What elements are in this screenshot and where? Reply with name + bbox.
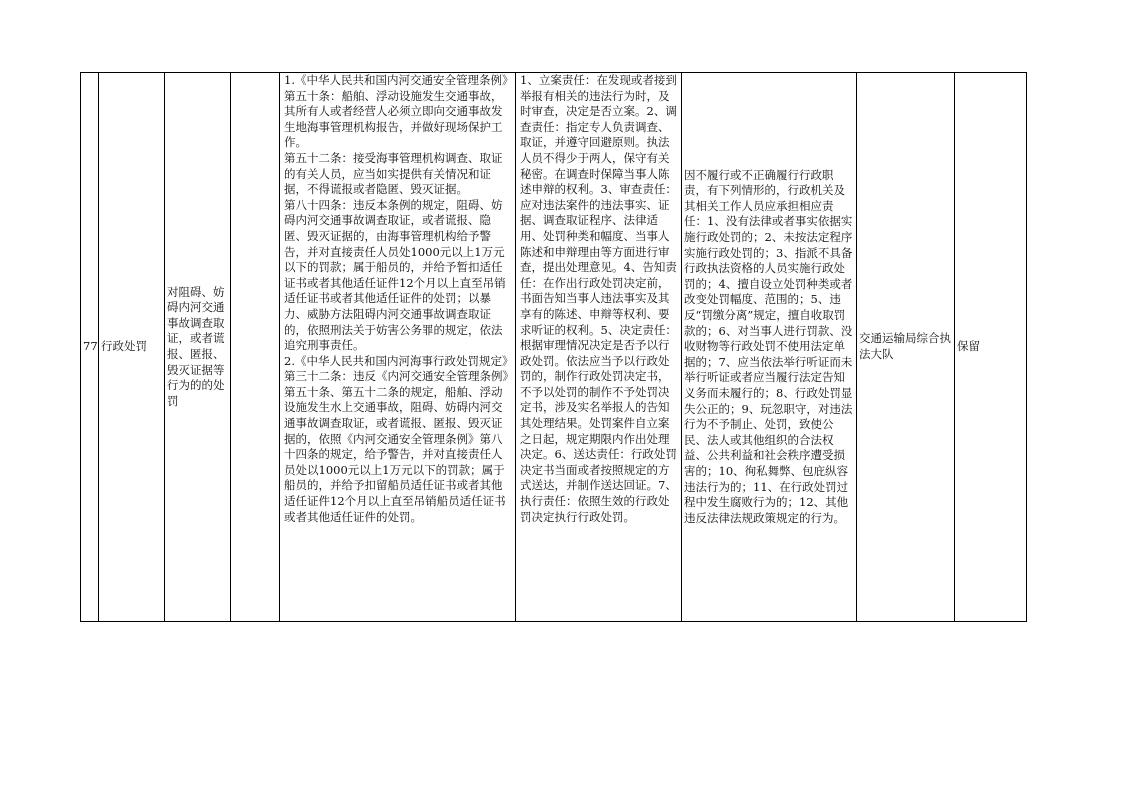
remark-cell: 保留 [955,73,1027,622]
basis-line: 第八十四条：违反本条例的规定，阻碍、妨碍内河交通事故调查取证，或者谎报、隐匿、毁灭证据的，由海事管理机构给予警告，并对直接责任人员处1000元以上1万元以下的罚款；属于船员的，并给予暂扣适任证书或者其他适任证件12个月以上直至吊销适任证书或者其他适任证件的处罚；以暴力、威胁方法阻碍内河交通事故调查取证的，依照刑法关于妨害公务罪的规定，依法追究刑事责任。 [284,197,506,353]
power-item-name: 对阻碍、妨碍内河交通事故调查取证，或者谎报、匿报、毁灭证据等行为的的处罚 [165,73,231,622]
legal-basis-text [282,73,513,621]
power-list-table [80,72,1027,622]
basis-line: 1.《中华人民共和国内河交通安全管理条例》 [284,73,513,87]
accountability-cell: 因不履行或不正确履行行政职责，有下列情形的，行政机关及其相关工作人员应承担相应责任：1、没有法律或者事实依据实施行政处罚的；2、未按法定程序实施行政处罚的；3、指派不具备行政执法资格的人员实施行政处罚的；4、擅自设立处罚种类或者改变处罚幅度、范围的；5、违反“罚缴分离”规定，擅自收取罚款的；6、对当事人进行罚款、没收财物等行政处罚不使用法定单据的；7、应当依法举行听证而未举行听证或者应当履行法定告知义务而未履行的；8、行政处罚显失公正的；9、玩忽职守，对违法行为不予制止、处罚，致使公民、法人或其他组织的合法权益、公共利益和社会秩序遭受损害的；10、徇私舞弊、包庇纵容违法行为的；11、在行政处罚过程中发生腐败行为的；12、其他违反法律法规政策规定的行为。 [682,73,857,622]
basis-line: 第三十二条：违反《内河交通安全管理条例》第五十条、第五十二条的规定，船舶、浮动设施发生水上交通事故，阻碍、妨碍内河交通事故调查取证，或者谎报、匿报、毁灭证据的，依照《内河交通安全管理条例》第八十四条的规定，给予警告，并对直接责任人员处以1000元以上1万元以下的罚款；属于船员的，并给予扣留船员适任证书或者其他适任证件12个月以上直至吊销船员适任证书或者其他适任证件的处罚。 [284,369,509,524]
duty-cell [516,73,682,622]
basis-line: 2.《中华人民共和国内河海事行政处罚规定》 [284,353,513,368]
basis-line: 第五十二条：接受海事管理机构调查、取证的有关人员，应当如实提供有关情况和证据，不得谎报或者隐匿、毁灭证据。 [284,150,503,197]
table-row [81,73,1027,622]
department-cell: 交通运输局综合执法大队 [857,73,955,622]
row-number: 77 [81,73,99,622]
sub-item-cell [231,73,280,622]
power-category: 行政处罚 [99,73,165,622]
duty-text [518,73,679,621]
duty-paragraph: 1、立案责任：在发现或者接到举报有相关的违法行为时，及时审查，决定是否立案。2、调查责任：指定专人负责调查、取证，并遵守回避原则。执法人员不得少于两人，保守有关秘密。在调查时保障当事人陈述申辩的权利。3、审查责任：应对违法案件的违法事实、证据、调查取证程序、法律适用、处罚种类和幅度、当事人陈述和申辩理由等方面进行审查，提出处理意见。4、告知责任：在作出行政处罚决定前，书面告知当事人违法事实及其享有的陈述、申辩等权利、要求听证的权利。5、决定责任：根据审理情况决定是否予以行政处罚。依法应当予以行政处罚的，制作行政处罚决定书，不予以处罚的制作不予处罚决定书，涉及实名举报人的告知其处理结果。处罚案件自立案之日起，规定期限内作出处理决定。6、送达责任：行政处罚决定书当面或者按照规定的方式送达，并制作送达回证。7、执行责任：依照生效的行政处罚决定执行行政处罚。 [520,73,677,524]
basis-line: 第五十条：船舶、浮动设施发生交通事故，其所有人或者经营人必须立即向交通事故发生地海事管理机构报告，并做好现场保护工作。 [284,88,503,150]
legal-basis-cell [280,73,516,622]
